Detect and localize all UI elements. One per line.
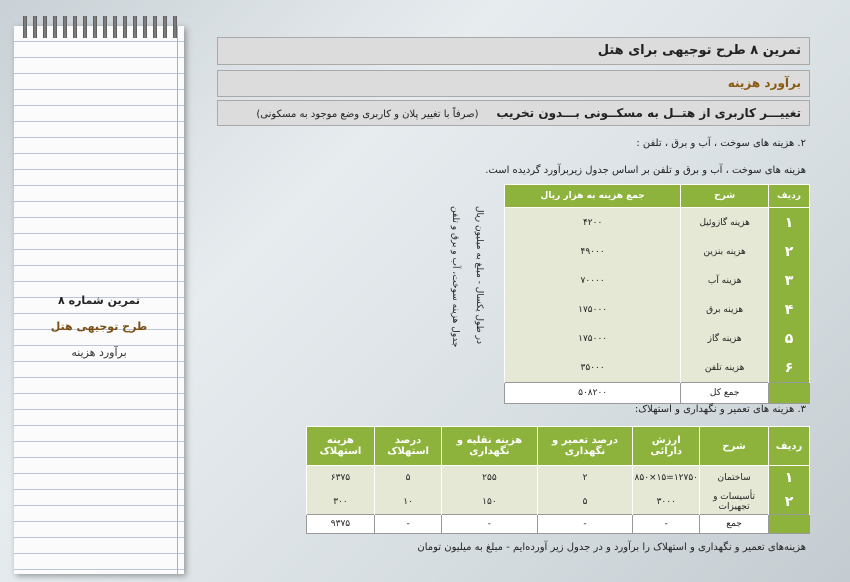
table-row (505, 266, 810, 295)
section-title: برآورد هزینه (217, 70, 810, 97)
row-value: ۳۰۰۰ (633, 490, 700, 515)
table-caption (436, 206, 496, 366)
row-amount: ۷۰۰۰۰ (505, 266, 681, 295)
row-amount: ۱۷۵۰۰۰ (505, 295, 681, 324)
notepad-subtitle-2: برآورد هزینه (71, 346, 127, 359)
table-row (505, 353, 810, 383)
row-repair-percent: ۲ (537, 466, 633, 491)
total-value: - (633, 515, 700, 534)
row-repair-percent: ۵ (537, 490, 633, 515)
row-depreciation-percent: ۵ (374, 466, 441, 491)
total-depreciation-percent: - (374, 515, 441, 534)
row-repair-cost: ۱۵۰ (442, 490, 537, 515)
col-depreciation-percent: درصد استهلاک (374, 427, 441, 466)
subtitle-note: (صرفاً با تغییر پلان و کاربری وضع موجود به مسکونی) (256, 109, 479, 120)
row-number: ۶ (769, 353, 810, 383)
row-depreciation-cost: ۶۳۷۵ (307, 466, 375, 491)
row-amount: ۳۵۰۰۰ (505, 353, 681, 383)
row-depreciation-cost: ۳۰۰ (307, 490, 375, 515)
table-row (505, 295, 810, 324)
row-amount: ۱۷۵۰۰۰ (505, 324, 681, 353)
footnote: هزینه‌های تعمیر و نگهداری و استهلاک را برآورد و در جدول زیر آورده‌ایم - مبلغ به میلیون تومان (417, 542, 806, 553)
row-amount: ۴۹۰۰۰ (505, 237, 681, 266)
utilities-table (504, 184, 810, 404)
row-number: ۵ (769, 324, 810, 353)
col-repair-percent: درصد تعمیر و نگهداری (537, 427, 633, 466)
table-row (307, 490, 810, 515)
section3-heading: ۳. هزینه های تعمیر و نگهداری و استهلاک: (634, 404, 806, 415)
row-number: ۲ (769, 237, 810, 266)
table-row (505, 237, 810, 266)
total-label: جمع کل (681, 383, 769, 404)
notepad-title: تمرین شماره ۸ (58, 294, 140, 307)
subtitle-bar (217, 100, 810, 126)
row-amount: ۴۲۰۰ (505, 208, 681, 238)
row-number: ۳ (769, 266, 810, 295)
col-row: ردیف (769, 427, 810, 466)
section2-paragraph: هزینه های سوخت ، آب و برق و تلفن بر اساس جدول زیربرآورد گردیده است. (485, 165, 806, 176)
col-amount: جمع هزینه به هزار ریال (505, 185, 681, 208)
table-row (505, 208, 810, 238)
spiral-binding (20, 16, 180, 38)
row-desc: هزینه گازوئیل (681, 208, 769, 238)
caption-line-1: جدول هزینه سوخت، آب و برق و تلفن (450, 206, 460, 348)
total-number (769, 383, 810, 404)
page-title: تمرین ۸ طرح توجیهی برای هتل (217, 37, 810, 65)
table-row (307, 466, 810, 491)
row-number: ۴ (769, 295, 810, 324)
total-amount: ۵۰۸۲۰۰ (505, 383, 681, 404)
col-row: ردیف (769, 185, 810, 208)
subtitle-bold: تغییـــر کاربری از هتــل به مسکــونی بـــدون تخریب (496, 106, 801, 120)
col-value: ارزش دارائی (633, 427, 700, 466)
row-desc: هزینه آب (681, 266, 769, 295)
row-number: ۱ (769, 208, 810, 238)
section2-heading: ۲. هزینه های سوخت ، آب و برق ، تلفن : (636, 138, 806, 149)
row-desc: هزینه بنزین (681, 237, 769, 266)
notepad-text (14, 288, 184, 366)
row-desc: تأسیسات و تجهیزات (700, 490, 769, 515)
row-desc: هزینه برق (681, 295, 769, 324)
table-header-row (307, 427, 810, 466)
table-row (505, 324, 810, 353)
table-total-row (505, 383, 810, 404)
col-desc: شرح (700, 427, 769, 466)
total-number (769, 515, 810, 534)
col-desc: شرح (681, 185, 769, 208)
row-desc: هزینه تلفن (681, 353, 769, 383)
row-number: ۲ (769, 490, 810, 515)
row-value: ۱۲۷۵۰=۱۵×۸۵۰ (633, 466, 700, 491)
total-label: جمع (700, 515, 769, 534)
table-total-row (307, 515, 810, 534)
row-desc: ساختمان (700, 466, 769, 491)
caption-line-2: در طول یکسال - مبلغ به میلیون ریال (474, 206, 484, 345)
row-depreciation-percent: ۱۰ (374, 490, 441, 515)
maintenance-table (306, 426, 810, 534)
notepad-subtitle: طرح توجیهی هتل (50, 320, 148, 333)
col-depreciation-cost: هزینه استهلاک (307, 427, 375, 466)
total-repair-percent: - (537, 515, 633, 534)
notepad (14, 26, 184, 574)
total-repair-cost: - (442, 515, 537, 534)
table-header-row (505, 185, 810, 208)
col-repair-cost: هزینه نقلیه و نگهداری (442, 427, 537, 466)
row-repair-cost: ۲۵۵ (442, 466, 537, 491)
row-number: ۱ (769, 466, 810, 491)
total-depreciation-cost: ۹۳۷۵ (307, 515, 375, 534)
row-desc: هزینه گاز (681, 324, 769, 353)
